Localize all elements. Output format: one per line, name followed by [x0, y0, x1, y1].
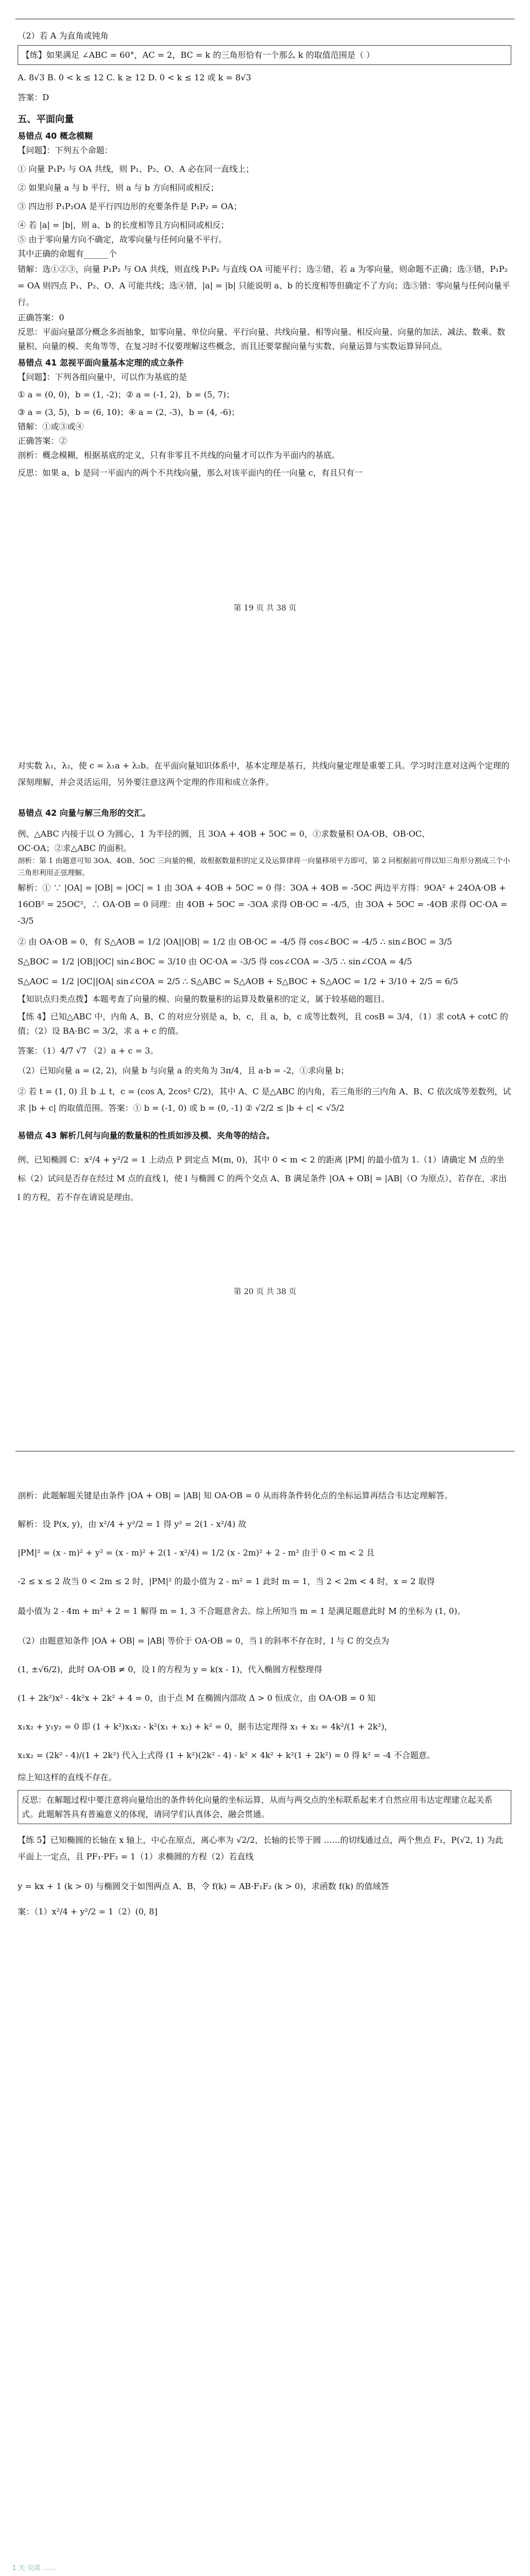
e41-line: 【问题】：下列各组向量中，可以作为基底的是 [18, 372, 187, 382]
document-page-20 [0, 705, 530, 1338]
practice-box [18, 45, 511, 65]
e42-line: 【知识点归类点拨】本题考查了向量的模、向量的数量积的运算及数量积的定义，属于较基础的题目。 [18, 994, 390, 1004]
page-19-content [18, 29, 511, 480]
e40-line: ① 向量 P₁P₂ 与 OA 共线，则 P₁、P₂、O、A 必在同一直线上； [18, 164, 255, 174]
e41-line: ③ a = (3, 5)，b = (6, 10)；④ a = (2, -3)，b = (4, -6)； [18, 407, 240, 417]
reflection-text: 反思：在解题过程中要注意将向量给出的条件转化向量的坐标运算，从而与两交点的坐标联系起来才自然应用韦达定理建立起关系式。此题解答具有普遍意义的体现，请同学们认真体会、融会贯通。 [21, 1795, 493, 1819]
practice-line: 【练 5】已知椭圆的长轴在 x 轴上，中心在原点，离心率为 √2/2，长轴的长等于圆 ……的切线通过点，两个焦点 F₁，P(√2, 1) 为此平面上一定点，且 PF₁·PF₂ = 1（1）求椭圆的方程（2）若直线 [18, 1835, 504, 1862]
solution-line: 解析：设 P(x, y)，由 x²/4 + y²/2 = 1 得 y² = 2(1 - x²/4) 故 [18, 1519, 247, 1529]
practice-line: y = kx + 1 (k > 0) 与椭圆交于如图两点 A、B，令 f(k) = AB·F₁F₂ (k > 0)，求函数 f(k) 的值域答 [18, 1881, 390, 1891]
e42-line: 【练 4】已知△ABC 中，内角 A、B、C 的对应分别是 a，b，c，且 a，b，c 成等比数列，且 cosB = 3/4，（1）求 cotA + cotC 的值；（2）设 BA·BC = 3/2，求 a + c 的值。 [18, 1012, 509, 1036]
solution-line: -2 ≤ x ≤ 2 故当 0 < 2m ≤ 2 时，|PM|² 的最小值为 2 - m² = 1 此时 m = 1，当 2 < 2m < 4 时，x = 2 取得 [18, 1576, 435, 1586]
e42-line: （2）已知向量 a = (2, 2)，向量 b 与向量 a 的夹角为 3π/4，且 a·b = -2，①求向量 b； [18, 1066, 349, 1076]
e42-line: S△AOC = 1/2 |OC||OA| sin∠COA = 2/5 ∴ S△ABC = S△AOB + S△BOC + S△AOC = 1/2 + 3/10 + 2/5 = 6/5 [18, 976, 458, 986]
e40-reflection: 反思：平面向量部分概念多而抽象，如零向量、单位向量、平行向量、共线向量、相等向量、相反向量、向量的加法、减法、数乘、数量积、向量的模、夹角等等，在复习时不仅要理解这些概念，而且还要掌握向量与实数、向量运算与实数运算异同点。 [18, 327, 506, 351]
document-page-21 [0, 1426, 530, 2576]
e40-wrong-solution: 错解：选①②③，向量 P₁P₂ 与 OA 共线，则直线 P₁P₂ 与直线 OA 可能平行；选②错，若 a 为零向量，则命题不正确；选③错，P₁P₂ = OA 则四点 P₁、P₂、O、A 可能共线；选④错，|a| = |b| 只能说明 a、b 的长度相等但确定不了方向；选⑤错：零向量与任何向量平行。 [18, 264, 510, 307]
e40-title: 易错点 40 概念模糊 [18, 131, 93, 141]
e42-line: 剖析：第 1 由题意可知 3OA、4OB、5OC 三向量的模，故根据数量积的定义及运算律将一向量移项平方即可，第 2 问根据前可得以知三角形分割成三个小三角形利用正弦理解。 [18, 857, 511, 877]
answer-line: 答案：D [18, 92, 50, 102]
e41-line: 正确答案：② [18, 436, 68, 446]
e42-title: 易错点 42 向量与解三角形的交汇。 [18, 808, 151, 818]
page-footer: 第 19 页 共 38 页 [234, 604, 296, 613]
reflection-box [18, 1790, 511, 1824]
solution-line: |PM|² = (x - m)² + y² = (x - m)² + 2(1 - x²/4) = 1/2 (x - 2m)² + 2 - m² 由于 0 < m < 2 且 [18, 1548, 375, 1558]
e42-line: ② 若 t = (1, 0) 且 b ⊥ t，c = (cos A, 2cos² C/2)，其中 A、C 是△ABC 的内角，若三角形的三内角 A、B、C 依次成等差数列，试求 |b + c| 的取值范围。答案：① b = (-1, 0) 或 b = (0, -1) ② √2/2 ≤ |b + c| < √5/2 [18, 1087, 511, 1113]
e42-line: 答案：（1）4/7 √7 （2）a + c = 3。 [18, 1046, 159, 1056]
e41-line: 剖析：概念模糊，根据基底的定义，只有非零且不共线的向量才可以作为平面内的基底。 [18, 450, 340, 460]
e42-line: S△BOC = 1/2 |OB||OC| sin∠BOC = 3/10 由 OC·OA = -3/5 得 cos∠COA = -3/5 ∴ sin∠COA = 4/5 [18, 957, 412, 967]
text-line: 对实数 λ₁，λ₂，使 c = λ₁a + λ₂b。在平面向量知识体系中，基本定理是基石，共线向量定理是重要工具。学习时注意对这两个定理的深刻理解，并会灵活运用，另外要注意这两个定理的作用和成立条件。 [18, 761, 510, 787]
analysis-line: 剖析：此题解题关键是由条件 |OA + OB| = |AB| 知 OA·OB = 0 从而将条件转化点的坐标运算再结合韦达定理解答。 [18, 1491, 453, 1500]
practice-question: 【练】如果满足 ∠ABC = 60°，AC = 2，BC = k 的三角形恰有一个那么 k 的取值范围是（ ） [21, 50, 375, 60]
text-line: （2）若 A 为直角或钝角 [18, 31, 109, 41]
e40-line: ④ 若 |a| = |b|，则 a、b 的长度相等且方向相同或相反； [18, 220, 229, 230]
solution-line: (1 + 2k²)x² - 4k²x + 2k² + 4 = 0，由于点 M 在椭圆内部故 Δ > 0 恒成立，由 OA·OB = 0 知 [18, 1693, 376, 1703]
e40-line: ③ 四边形 P₁P₂OA 是平行四边形的充要条件是 P₁P₂ = OA； [18, 201, 242, 211]
e43-title: 易错点 43 解析几何与向量的数量积的性质如涉及模、夹角等的结合。 [18, 1131, 275, 1140]
solution-line: (1, ±√6/2)，此时 OA·OB ≠ 0，设 l 的方程为 y = k(x - 1)，代入椭圆方程整理得 [18, 1664, 322, 1674]
document-page-19 [0, 0, 530, 633]
solution-line: （2）由题意知条件 |OA + OB| = |AB| 等价于 OA·OB = 0，当 l 的斜率不存在时，l 与 C 的交点为 [18, 1636, 390, 1646]
e41-line: ① a = (0, 0)，b = (1, -2)；② a = (-1, 2)，b = (5, 7)； [18, 390, 235, 400]
e40-line: ⑤ 由于零向量方向不确定，故零向量与任何向量不平行。 [18, 234, 227, 244]
page-footer: 第 20 页 共 38 页 [234, 1287, 296, 1296]
page-21-content [18, 1487, 511, 1919]
e40-line: 其中正确的命题有______个 [18, 249, 117, 259]
e43-line: 例、已知椭圆 C：x²/4 + y²/2 = 1 上动点 P 到定点 M(m, 0)，其中 0 < m < 2 的距离 |PM| 的最小值为 1.（1）请确定 M 点的坐标（2）试问是否存在经过 M 点的直线 l，使 l 与椭圆 C 的两个交点 A、B 满足条件 |OA + OB| = |AB|（O 为原点），若存在，求出 l 的方程，若不存在请说是理由。 [18, 1155, 507, 1202]
e41-line: 错解：①或③或④ [18, 422, 84, 432]
solution-line: x₁x₂ + y₁y₂ = 0 即 (1 + k²)x₁x₂ - k²(x₁ + x₂) + k² = 0，据韦达定理得 x₁ + x₂ = 4k²/(1 + 2k²)， [18, 1722, 393, 1732]
solution-line: 最小值为 2 - 4m + m² + 2 = 1 解得 m = 1, 3 不合题意舍去。综上所知当 m = 1 是满足题意此时 M 的坐标为 (1, 0)。 [18, 1606, 466, 1616]
practice-answer: 案：（1）x²/4 + y²/2 = 1（2）(0, 8] [18, 1907, 158, 1917]
section-title: 五、平面向量 [18, 114, 74, 125]
e42-line: ② 由 OA·OB = 0，有 S△AOB = 1/2 |OA||OB| = 1/2 由 OB·OC = -4/5 得 cos∠BOC = -4/5 ∴ sin∠BOC = 3/5 [18, 937, 452, 947]
e42-line: OC·OA；②求△ABC 的面积。 [18, 843, 132, 853]
page-20-content [18, 757, 511, 1207]
watermark: 1 天 尖读 …… [12, 2564, 56, 2572]
e41-title: 易错点 41 忽视平面向量基本定理的成立条件 [18, 358, 184, 368]
e41-line: 反思：如果 a、b 是同一平面内的两个不共线向量，那么对该平面内的任一向量 c，有且只有一 [18, 468, 363, 478]
solution-line: 综上知这样的直线不存在。 [18, 1772, 117, 1782]
e40-line: ② 如果向量 a 与 b 平行，则 a 与 b 方向相同或相反； [18, 183, 219, 193]
e42-line: 解析：① ∵ |OA| = |OB| = |OC| = 1 由 3OA + 4OB + 5OC = 0 得：3OA + 4OB = -5OC 两边平方得：9OA² + 24OA·OB + 16OB² = 25OC²，∴ OA·OB = 0 同理：由 4OB + 5OC = -3OA 求得 OB·OC = -4/5，由 3OA + 5OC = -4OB 求得 OC·OA = -3/5 [18, 883, 507, 926]
e40-line: 【问题】：下列五个命题： [18, 145, 113, 155]
e42-line: 例、△ABC 内接于以 O 为圆心，1 为半径的圆，且 3OA + 4OB + 5OC = 0，①求数量积 OA·OB、OB·OC、 [18, 829, 430, 839]
solution-line: x₁x₂ = (2k² - 4)/(1 + 2k²) 代入上式得 (1 + k²)(2k² - 4) - k² × 4k² + k²(1 + 2k²) = 0 得 k² = -4 不合题意。 [18, 1750, 435, 1760]
choice-line: A. 8√3 B. 0 < k ≤ 12 C. k ≥ 12 D. 0 < k ≤ 12 或 k = 8√3 [18, 73, 251, 83]
e40-correct-answer: 正确答案：0 [18, 313, 64, 323]
